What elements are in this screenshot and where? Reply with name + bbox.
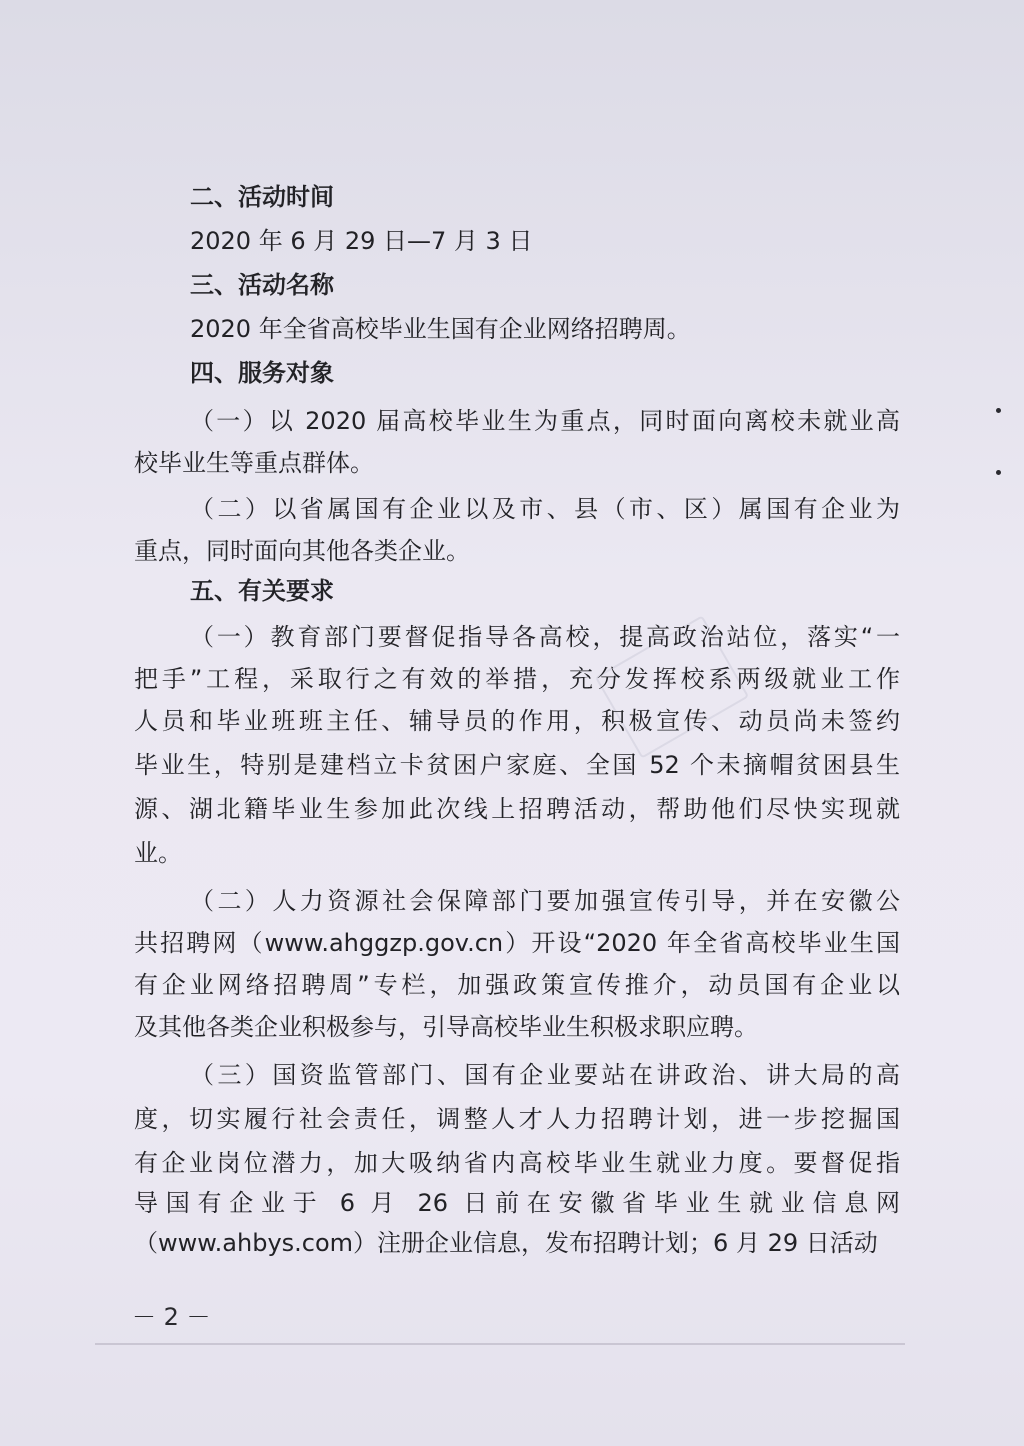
- section-heading-name: 三、活动名称: [190, 271, 334, 299]
- page-number: － 2 －: [132, 1303, 211, 1331]
- requirement-1-line-3: 人员和毕业班班主任、辅导员的作用，积极宣传、动员尚未签约: [134, 707, 900, 735]
- target-item-2-line-1: （二）以省属国有企业以及市、县（市、区）属国有企业为: [190, 495, 900, 523]
- requirement-3-line-5: （www.ahbys.com）注册企业信息，发布招聘计划；6 月 29 日活动: [134, 1229, 878, 1257]
- requirement-1-line-1: （一）教育部门要督促指导各高校，提高政治站位，落实“一: [190, 623, 900, 651]
- section-heading-requirements: 五、有关要求: [190, 577, 334, 605]
- requirement-2-line-2: 共招聘网（www.ahggzp.gov.cn）开设“2020 年全省高校毕业生国: [134, 929, 900, 957]
- requirement-1-line-5: 源、湖北籍毕业生参加此次线上招聘活动，帮助他们尽快实现就: [134, 795, 900, 823]
- requirement-3-line-2: 度，切实履行社会责任，调整人才人力招聘计划，进一步挖掘国: [134, 1105, 900, 1133]
- requirement-3-line-1: （三）国资监管部门、国有企业要站在讲政治、讲大局的高: [190, 1061, 900, 1089]
- target-item-1-line-2: 校毕业生等重点群体。: [134, 449, 374, 477]
- binding-hole-mark: [996, 408, 1001, 413]
- requirement-1-line-6: 业。: [134, 839, 182, 867]
- activity-name-value: 2020 年全省高校毕业生国有企业网络招聘周。: [190, 315, 691, 343]
- target-item-1-line-1: （一）以 2020 届高校毕业生为重点，同时面向离校未就业高: [190, 407, 900, 435]
- requirement-3-line-3: 有企业岗位潜力，加大吸纳省内高校毕业生就业力度。要督促指: [134, 1149, 900, 1177]
- page-fold-edge: [95, 1343, 905, 1345]
- requirement-3-line-4: 导国有企业于 6 月 26 日前在安徽省毕业生就业信息网: [134, 1189, 900, 1217]
- section-heading-target: 四、服务对象: [190, 359, 334, 387]
- section-heading-time: 二、活动时间: [190, 183, 334, 211]
- requirement-2-line-4: 及其他各类企业积极参与，引导高校毕业生积极求职应聘。: [134, 1013, 758, 1041]
- requirement-2-line-3: 有企业网络招聘周”专栏，加强政策宣传推介，动员国有企业以: [134, 971, 900, 999]
- target-item-2-line-2: 重点，同时面向其他各类企业。: [134, 537, 470, 565]
- activity-time-value: 2020 年 6 月 29 日—7 月 3 日: [190, 227, 533, 255]
- binding-hole-mark: [996, 470, 1001, 475]
- requirement-1-line-4: 毕业生，特别是建档立卡贫困户家庭、全国 52 个未摘帽贫困县生: [134, 751, 900, 779]
- requirement-1-line-2: 把手”工程，采取行之有效的举措，充分发挥校系两级就业工作: [134, 665, 900, 693]
- requirement-2-line-1: （二）人力资源社会保障部门要加强宣传引导，并在安徽公: [190, 887, 900, 915]
